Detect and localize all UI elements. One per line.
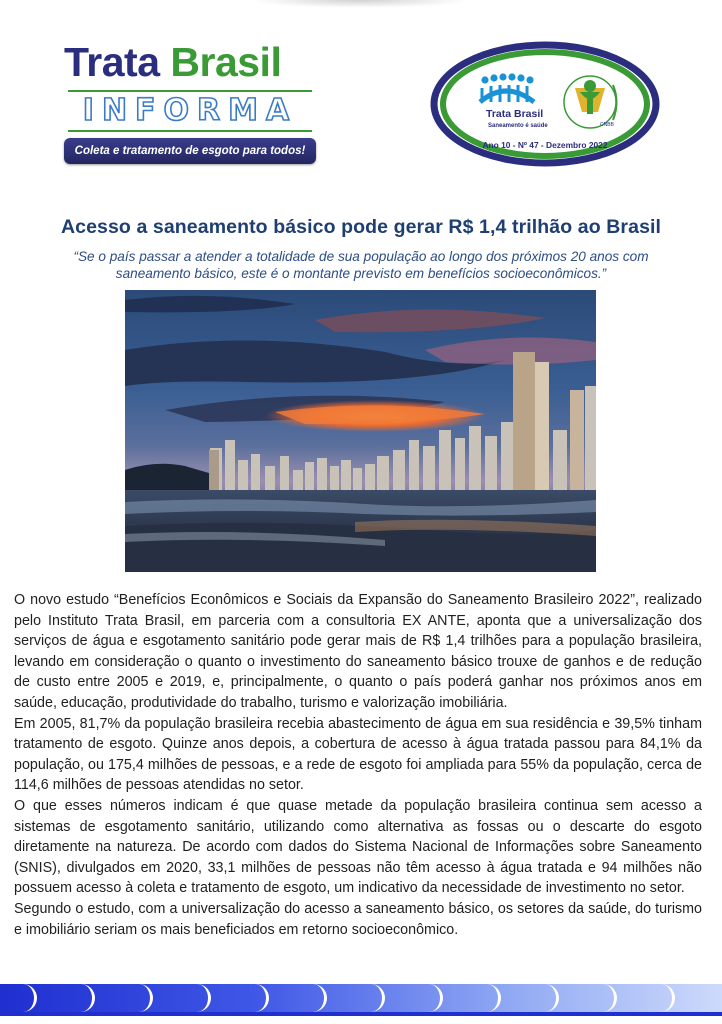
article-paragraph: Segundo o estudo, com a universalização do acesso a saneamento básico, os setores da saúde, do turismo e imobiliário seriam os mais beneficiados em retorno socioeconômico.	[14, 900, 702, 938]
brand-title	[64, 40, 320, 84]
article-quote: “Se o país passar a atender a totalidade de sua população ao longo dos próximos 20 anos com saneamento básico, este é o montante previsto em benefícios socioeconômicos.”	[73, 249, 649, 281]
footer-underline	[0, 1012, 722, 1016]
article-paragraph: O que esses números indicam é que quase metade da população brasileira continua sem acesso a sistemas de esgotamento sanitário, utilizando como alternativa as fossas ou o descarte do esgoto diretamente na natureza. De acordo com dados do Sistema Nacional de Informações sobre Saneamento (SNIS), divulgados em 2020, 33,1 milhões de pessoas não têm acesso à água tratada e 94 milhões não possuem acesso à coleta e tratamento de esgoto, um indicativo da necessidade de investimento no setor.	[14, 797, 702, 897]
city-skyline-image	[125, 290, 596, 572]
article-body	[14, 590, 702, 940]
article-photo	[125, 290, 596, 572]
brand-informa: INFORMA	[82, 93, 298, 128]
brand-logo	[64, 39, 320, 157]
article-headline: Acesso a saneamento básico pode gerar R$ 1,4 trilhão ao Brasil	[60, 216, 662, 238]
issue-badge	[430, 40, 660, 168]
top-shadow	[250, 0, 470, 8]
badge-partner	[600, 122, 644, 128]
badge-partner-sub: CNBB	[600, 122, 614, 128]
issue-info: Ano 10 - Nº 47 - Dezembro 2022	[482, 140, 608, 150]
badge-org-name: Trata Brasil	[486, 108, 544, 120]
article-paragraph: Em 2005, 81,7% da população brasileira recebia abastecimento de água em sua residência e 39,5% tinham tratamento de esgoto. Quinze anos depois, a cobertura de acesso à água tratada passou para 84,1% da população, ou 175,4 milhões de pessoas, e a rede de esgoto foi ampliada para 55% da população, cerca de 114,6 milhões de pessoas atendidas no setor.	[14, 715, 702, 794]
brand-tagline: Coleta e tratamento de esgoto para todos!	[64, 138, 316, 164]
brand-rule-bottom	[68, 130, 312, 132]
footer-bar	[0, 984, 722, 1016]
brand-brasil: Brasil	[159, 39, 282, 85]
brand-trata: Trata	[64, 39, 160, 85]
badge-org-subtitle: Saneamento é saúde	[488, 123, 548, 129]
article-paragraph: O novo estudo “Benefícios Econômicos e Sociais da Expansão do Saneamento Brasileiro 2022”, realizado pelo Instituto Trata Brasil, em parceria com a consultoria EX ANTE, aponta que a universalização dos serviços de água e esgotamento sanitário pode gerar mais de R$ 1,4 trilhões para a população brasileira, levando em consideração o quanto o investimento do saneamento básico trouxe de ganhos e de redução de custo entre 2005 e 2019, e, principalmente, o quanto o país poderá ganhar nos próximos anos em saúde, educação, produtividade do trabalho, turismo e valorização imobiliária.	[14, 592, 702, 711]
